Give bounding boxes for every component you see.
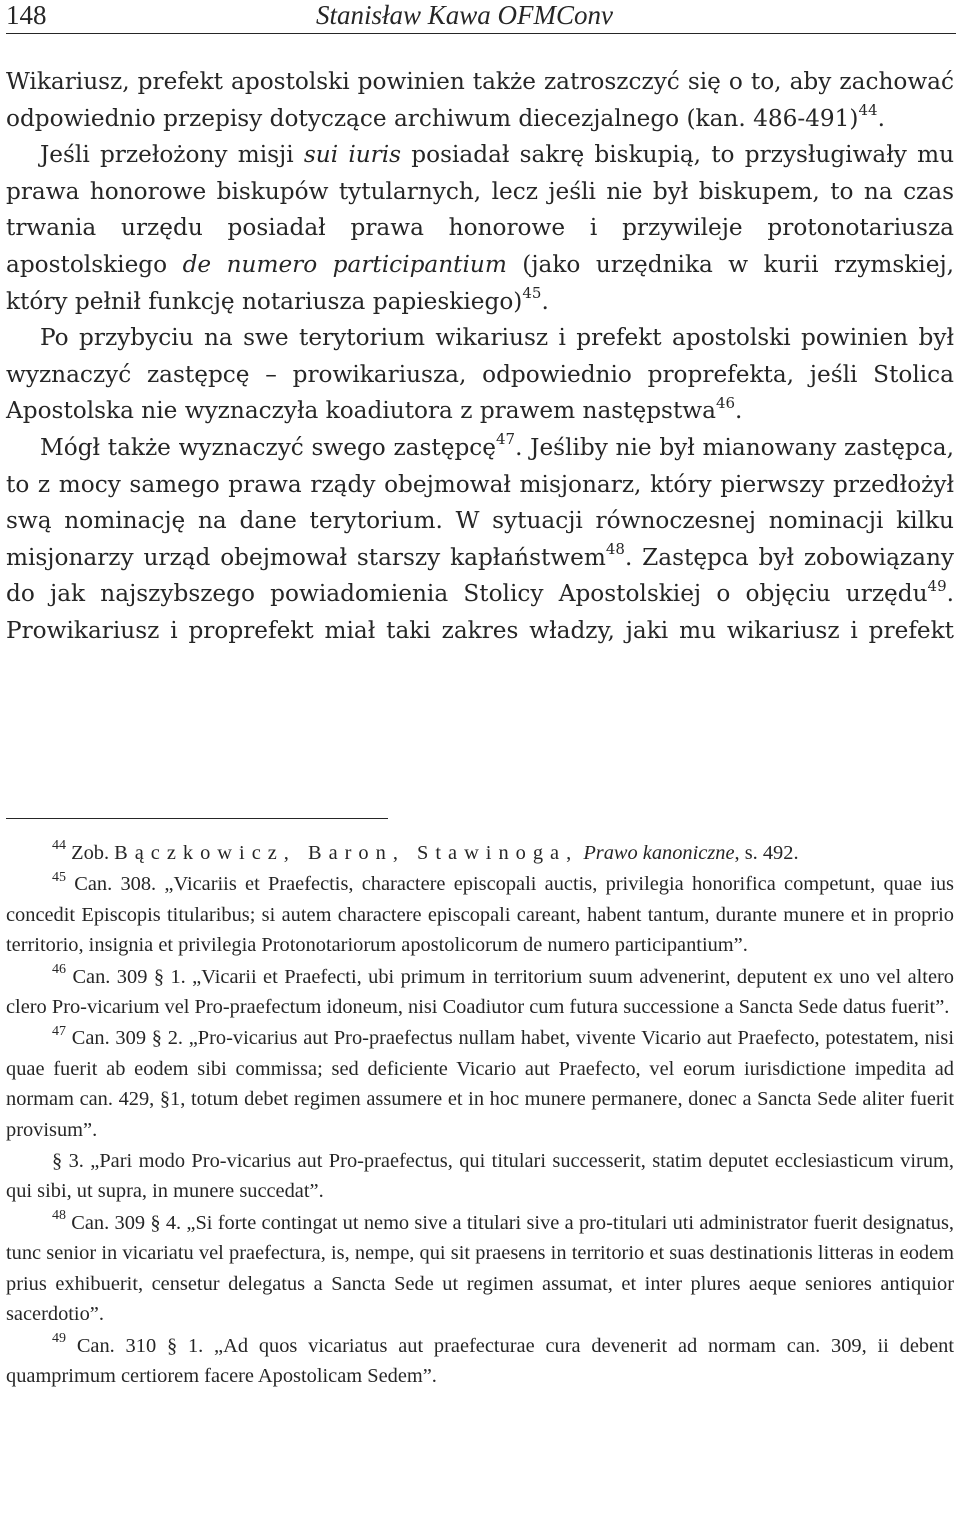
footnote-ref-44: 44	[858, 100, 878, 119]
footnotes	[6, 838, 954, 1392]
italic-phrase: de numero participantium	[182, 250, 507, 278]
paragraph-4: Mógł także wyznaczyć swego zastępcę$^{47}$. Jeśliby nie był mianowany zastępca, to z mocy samego prawa rządy obejmował misjonarz, który pierwszy przedłożył swą nominację na dane terytorium. W sytuacji równoczesnej nominacji kilku misjonarzy urząd obejmował starszy kapłaństwem$^{48}$. Zastępca był zobowiązany do jak najszybszego powiadomienia Stolicy Apostolskiej o objęciu urzędu$^{49}$. Prowikariusz i proprefekt miał taki zakres władzy, jaki mu wikariusz i prefekt	[6, 430, 954, 644]
page-header	[6, 0, 956, 34]
cited-title: Prawo kanoniczne	[583, 842, 735, 864]
footnote-47: $^{47}$ Can. 309 § 2. „Pro-vicarius aut Pro-praefectus nullam habet, vivente Vicario aut Praefecto, potestatem, nisi quae fuerit ab eodem sibi commissa; sed deficiente Vicario aut Praefecto, vel eorum iurisdictione impedita ad normam can. 429, §1, totum debet regimen assumere et in hoc munere permanere, donec a Sancta Sede aliter fuerit provisum”.	[6, 1023, 954, 1141]
footnote-47-paragraph-3: § 3. „Pari modo Pro-vicarius aut Pro-praefectus, qui titulari successerit, statim deputet ecclesiasticum virum, qui sibi, ut supra, in munere succedat”.	[6, 1150, 954, 1203]
running-title: Stanisław Kawa OFMConv	[316, 0, 614, 30]
paragraph-1: Wikariusz, prefekt apostolski powinien także zatroszczyć się o to, aby zachować odpowiednio przepisy dotyczące archiwum diecezjalnego (kan. 486-491)$^{44}$.	[6, 68, 954, 132]
footnote-ref-48: 48	[605, 539, 625, 558]
paragraph-3: Po przybyciu na swe terytorium wikariusz i prefekt apostolski powinien był wyznaczyć zastępcę – prowikariusza, odpowiednio proprefekta, jeśli Stolica Apostolska nie wyznaczyła koadiutora z prawem następstwa$^{46}$.	[6, 324, 954, 425]
footnote-separator	[6, 818, 388, 819]
footnote-ref-47: 47	[496, 430, 516, 449]
footnote-49: $^{49}$ Can. 310 § 1. „Ad quos vicariatus aut praefecturae cura devenerit ad normam can. 309, ii debent quamprimum certiorem facere Apostolicam Sedem”.	[6, 1330, 954, 1387]
page-number: 148	[6, 0, 47, 30]
italic-phrase: sui iuris	[303, 141, 402, 169]
header-rule	[6, 33, 956, 34]
footnote-45: $^{45}$ Can. 308. „Vicariis et Praefectis, charactere episcopali auctis, privilegia honorifica competunt, quae ius concedit Episcopis titularibus; si autem charactere episcopali careant, habent tantum, durante munere et in proprio territorio, insignia et privilegia Protonotariorum apostolicorum de numero participantium”.	[6, 869, 954, 957]
spaced-authors: Bączkowicz, Baron, Stawinoga,	[114, 842, 579, 864]
footnote-48: $^{48}$ Can. 309 § 4. „Si forte contingat ut nemo sive a titulari sive a pro-titulari uti administrator fuerit designatus, tunc senior in vicariatu vel praefectura, is, nempe, qui sit praesens in territorio et suas destinationis litteras in eodem prius exhibuerit, censetur delegatus a Sancta Sede ut regimen assumat, et inter plures aeque seniores antiquior sacerdotio”.	[6, 1208, 954, 1326]
footnote-46: $^{46}$ Can. 309 § 1. „Vicarii et Praefecti, ubi primum in territorium suum advenerint, deputent ex uno vel altero clero Pro-vicarium vel Pro-praefectum idoneum, nisi Coadiutor cum futura successione a Sancta Sede datus fuerit”.	[6, 961, 954, 1019]
paragraph-2: Jeśli przełożony misji sui iuris posiadał sakrę biskupią, to przysługiwały mu prawa honorowe biskupów tytularnych, lecz jeśli nie był biskupem, to na czas trwania urzędu posiadał prawa honorowe i przywileje protonotariusza apostolskiego de numero participantium (jako urzędnika w kurii rzymskiej, który pełnił funkcję notariusza papieskiego)$^{45}$.	[6, 141, 955, 315]
footnote-ref-49: 49	[927, 576, 947, 595]
footnote-ref-46: 46	[715, 393, 736, 412]
footnote-ref-45: 45	[522, 283, 542, 302]
main-text	[6, 64, 954, 650]
footnote-44: $^{44}$ Zob. Bączkowicz, Baron, Stawinoga, Prawo kanoniczne, s. 492.	[52, 838, 799, 864]
